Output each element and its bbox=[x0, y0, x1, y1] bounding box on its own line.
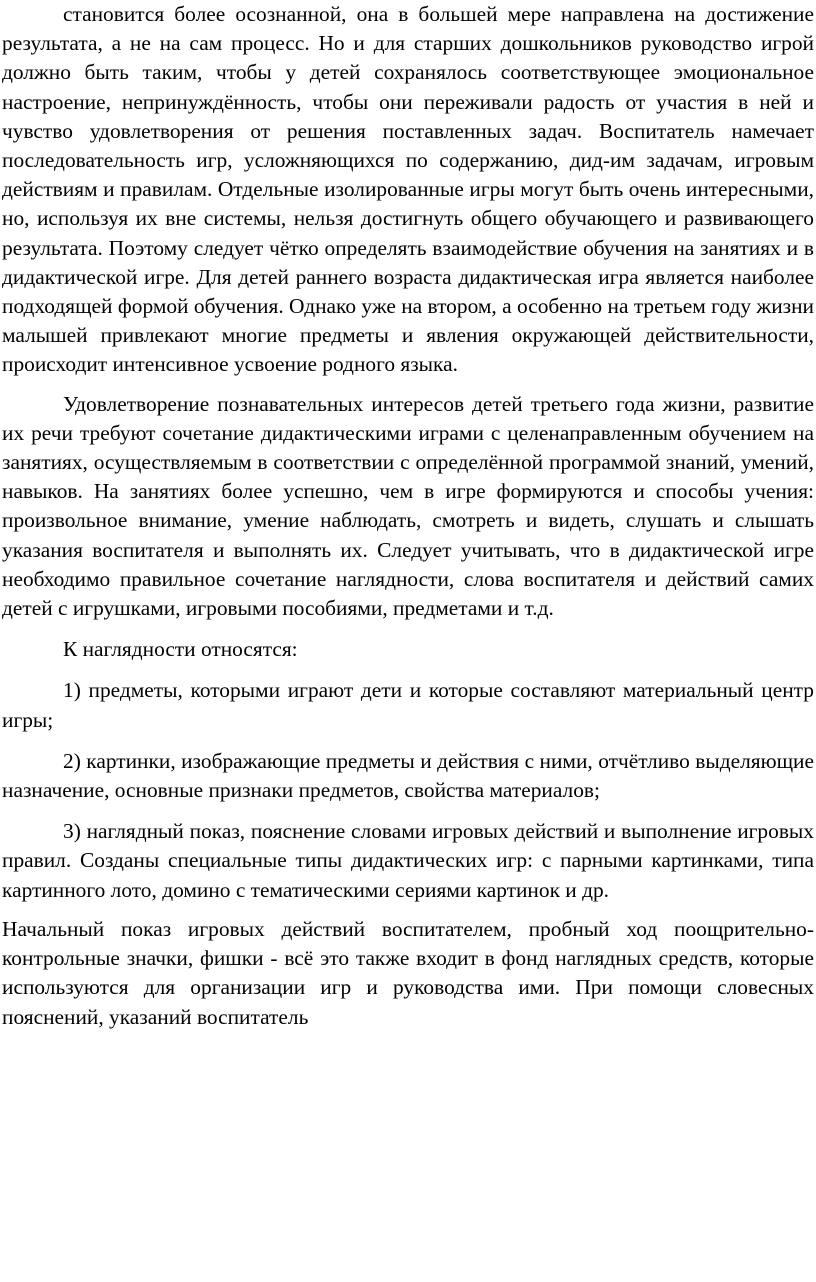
list-item-pictures: 2) картинки, изображающие предметы и действия с ними, отчётливо выделяющие назначение, основные признаки предметов, свойства материалов; bbox=[2, 748, 814, 803]
list-item-objects: 1) предметы, которыми играют дети и которые составляют материальный центр игры; bbox=[2, 678, 814, 732]
document-page bbox=[2, 0, 814, 1032]
paragraph-cognitive-interests: Удовлетворение познавательных интересов детей третьего года жизни, развитие их речи требуют сочетание дидактическими играми с целенаправленным обучением на занятиях, осуществляемым в соответствии с определённой программой знаний, умений, навыков. На занятиях более успешно, чем в игре формируются и способы учения: произвольное внимание, умение наблюдать, смотреть и видеть, слушать и слышать указания воспитателя и выполнять их. Следует учитывать, что в дидактической игре необходимо правильное сочетание наглядности, слова воспитателя и действий самих детей с игрушками, игровыми пособиями, предметами и т.д. bbox=[2, 391, 814, 621]
paragraph-visual-aids-heading: К наглядности относятся: bbox=[63, 637, 298, 662]
paragraph-didactic-game-guidance: становится более осознанной, она в большей мере направлена на достижение результата, а не на сам процесс. Но и для старших дошкольников руководство игрой должно быть таким, чтобы у детей сохранялось соответствующее эмоциональное настроение, непринуждённость, чтобы они переживали радость от участия в ней и чувство удовлетворения от решения поставленных задач. Воспитатель намечает последовательность игр, усложняющихся по содержанию, дид-им задачам, игровым действиям и правилам. Отдельные изолированные игры могут быть очень интересными, но, используя их вне системы, нельзя достигнуть общего обучающего и развивающего результата. Поэтому следует чётко определять взаимодействие обучения на занятиях и в дидактической игре. Для детей раннего возраста дидактическая игра является наиболее подходящей формой обучения. Однако уже на втором, а особенно на третьем году жизни малышей привлекают многие предметы и явления окружающей действительности, происходит интенсивное усвоение родного языка. bbox=[2, 2, 814, 377]
list-item-demonstration: 3) наглядный показ, пояснение словами игровых действий и выполнение игровых правил. Созданы специальные типы дидактических игр: с парными картинками, типа картинного лото, домино с тематическими сериями картинок и др. bbox=[2, 819, 814, 902]
paragraph-initial-demonstration: Начальный показ игровых действий воспитателем, пробный ход поощрительно-контрольные значки, фишки - всё это также входит в фонд наглядных средств, которые используются для организации игр и руководства ими. При помощи словесных пояснений, указаний воспитатель bbox=[2, 916, 814, 1029]
